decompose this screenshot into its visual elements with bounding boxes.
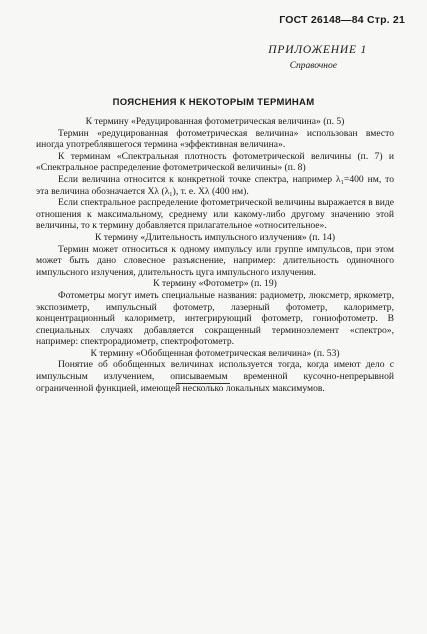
paragraph: Если величина относится к конкретной точке спектра, например λ₁=400 нм, то эта величина обозначается Xλ (λ₁), т. е. Xλ (400 нм). [36,173,394,197]
term-heading: К термину «Обобщенная фотометрическая величина» (п. 53) [90,347,340,359]
paragraph: Термин «редуцированная фотометрическая величина» использован вместо иногда употреблявшегося термина «эффективная величина». [36,127,394,151]
term-heading: К терминам «Спектральная плотность фотометрической величины (п. 7) и «Спектральное распределение фотометрической величины» (п. 8) [36,150,394,174]
document-body [36,116,394,394]
paragraph: Фотометры могут иметь специальные названия: радиометр, люксметр, яркометр, экспозиметр, импульсный фотометр, лазерный фотометр, калориметр, концентрационный калориметр, интегрирующий фотометр, гониофотометр. В специальных случаях добавляется сокращенный терминоэлемент «спектро», например: спектрорадиометр, спектрофотометр. [36,289,394,348]
paragraph: Термин может относиться к одному импульсу или группе импульсов, при этом может быть дано словесное разъяснение, например: длительность одиночного импульсного излучения, длительность цуга импульсного излучения. [36,243,394,278]
appendix-status: Справочное [289,61,337,71]
page-header: ГОСТ 26148—84 Стр. 21 [279,14,405,26]
paragraph: Понятие об обобщенных величинах используется тогда, когда имеют дело с импульсным излучением, описываемым временной кусочно-непрерывной ограниченной функцией, имеющей несколько локальных максимумов. [36,359,394,394]
term-heading: К термину «Редуцированная фотометрическая величина» (п. 5) [85,116,345,127]
section-title: ПОЯСНЕНИЯ К НЕКОТОРЫМ ТЕРМИНАМ [112,97,315,108]
paragraph: Если спектральное распределение фотометрической величины выражается в виде отношения к максимальному, среднему или какому-либо другому значению этой величины, то к термину добавляется прилагательное «относительное». [36,197,394,232]
term-heading: К термину «Фотометр» (п. 19) [153,278,277,290]
appendix-label: ПРИЛОЖЕНИЕ 1 [268,44,367,56]
end-rule [176,383,230,384]
term-heading: К термину «Длительность импульсного излучения» (п. 14) [94,231,336,243]
